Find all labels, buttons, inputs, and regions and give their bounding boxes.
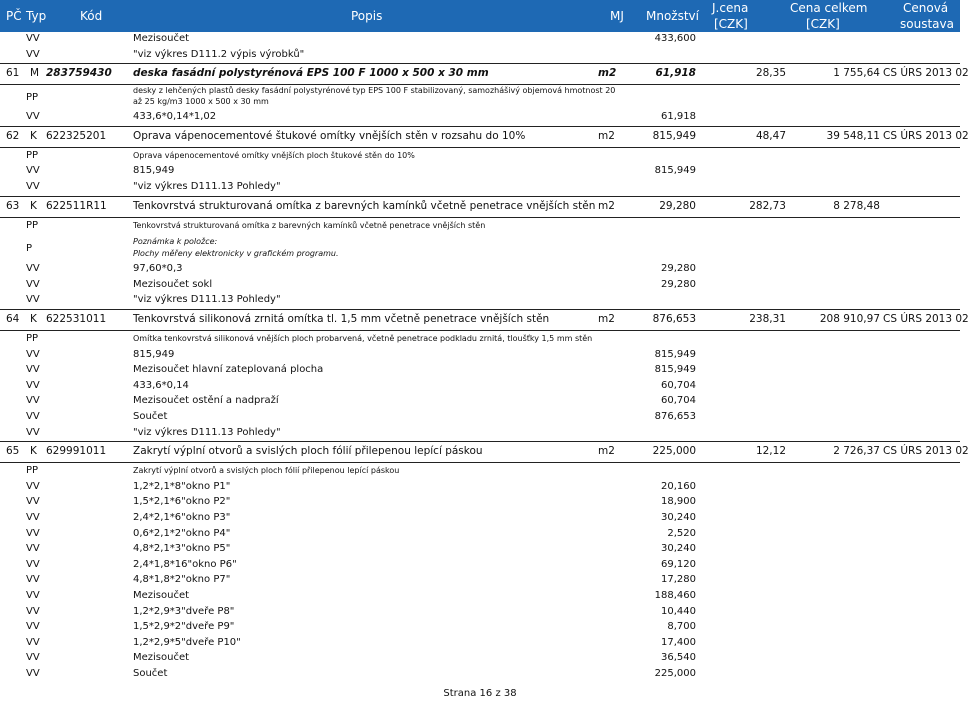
row-mnozstvi: 60,704: [661, 379, 696, 391]
col-kod: Kód: [80, 9, 103, 23]
row-popis: Mezisoučet sokl: [133, 278, 213, 290]
row-mnozstvi: 815,949: [654, 364, 696, 376]
item-typ: M: [30, 67, 40, 80]
row-mnozstvi: 36,540: [661, 652, 696, 664]
item-typ: K: [30, 313, 37, 325]
measure-row: [0, 651, 960, 667]
row-popis: Oprava vápenocementové omítky vnějších ploch štukové stěn do 10%: [133, 150, 415, 160]
item-popis: Oprava vápenocementové štukové omítky vnějších stěn v rozsahu do 10%: [133, 129, 526, 142]
description-row: [0, 86, 960, 110]
item-row: [0, 441, 969, 463]
row-mnozstvi: 69,120: [661, 558, 696, 570]
row-mnozstvi: 10,440: [661, 605, 696, 617]
description-row: [0, 332, 960, 348]
item-row: [0, 196, 960, 218]
item-pc: 65: [6, 445, 20, 458]
row-mnozstvi: 815,949: [654, 348, 696, 360]
description-row: [0, 219, 960, 235]
item-celkem: 39 548,11: [826, 129, 880, 142]
measure-row: [0, 511, 960, 527]
row-typ: VV: [26, 364, 40, 376]
col-mj: MJ: [610, 9, 624, 23]
row-popis: Zakrytí výplní otvorů a svislých ploch fólií přilepenou lepící páskou: [133, 466, 400, 476]
item-kod: 622531011: [46, 313, 107, 325]
col-jcena-unit: [CZK]: [714, 17, 748, 31]
row-typ: VV: [26, 668, 40, 679]
note-text: Plochy měřeny elektronicky v grafickém programu.: [133, 249, 339, 259]
row-typ: VV: [26, 512, 40, 523]
row-typ: PP: [26, 219, 39, 231]
measure-row: [0, 262, 960, 278]
measure-row: [0, 620, 960, 636]
item-celkem: 1 755,64: [833, 67, 880, 80]
item-pc: 63: [6, 199, 20, 212]
row-typ: VV: [26, 574, 40, 586]
row-typ: VV: [26, 636, 40, 648]
row-popis: 1,2*2,9*5"dveře P10": [133, 636, 241, 648]
item-popis: Tenkovrstvá silikonová zrnitá omítka tl. 1,5 mm včetně penetrace vnějších stěn: [133, 313, 550, 325]
measure-row: [0, 589, 960, 605]
item-mnozstvi: 225,000: [652, 445, 696, 458]
row-typ: VV: [26, 111, 40, 123]
measure-row: [0, 527, 960, 543]
row-typ: VV: [26, 33, 40, 44]
measure-row: [0, 348, 960, 364]
row-typ: VV: [26, 48, 40, 60]
measure-row: [0, 495, 960, 511]
row-mnozstvi: 17,280: [661, 574, 696, 586]
item-pc: 62: [6, 129, 20, 142]
item-row: [0, 126, 969, 148]
measure-row: [0, 293, 960, 309]
row-popis: 2,4*2,1*6"okno P3": [133, 512, 231, 523]
row-mnozstvi: 20,160: [661, 480, 696, 492]
row-typ: PP: [26, 149, 39, 161]
col-soustava: soustava: [900, 17, 954, 31]
row-typ: VV: [26, 652, 40, 664]
item-popis: Zakrytí výplní otvorů a svislých ploch fólií přilepenou lepící páskou: [133, 445, 483, 458]
row-popis: 815,949: [133, 165, 175, 177]
note-label: Poznámka k položce:: [133, 237, 218, 247]
row-popis: Součet: [133, 668, 168, 679]
measure-row: [0, 426, 960, 442]
row-mnozstvi: 8,700: [667, 621, 696, 633]
row-popis: 815,949: [133, 348, 175, 360]
item-soustava: CS ÚRS 2013 02: [883, 67, 969, 80]
row-popis: 433,6*0,14*1,02: [133, 111, 217, 123]
row-mnozstvi: 815,949: [654, 165, 696, 177]
item-typ: K: [30, 129, 37, 142]
measure-row: [0, 605, 960, 621]
measure-row: [0, 636, 960, 652]
row-popis: Součet: [133, 411, 168, 422]
row-popis-line2: až 25 kg/m3 1000 x 500 x 30 mm: [133, 97, 269, 107]
row-typ: PP: [26, 333, 39, 344]
row-typ: VV: [26, 348, 40, 360]
measure-row: [0, 110, 960, 126]
item-typ: K: [30, 445, 37, 458]
item-mnozstvi: 29,280: [659, 199, 696, 212]
row-mnozstvi: 876,653: [654, 411, 696, 422]
item-jcena: 282,73: [749, 199, 786, 212]
measure-row: [0, 480, 960, 496]
row-mnozstvi: 433,600: [654, 33, 696, 44]
col-popis: Popis: [351, 9, 383, 23]
item-jcena: 12,12: [755, 445, 786, 458]
measure-row: [0, 379, 960, 395]
row-mnozstvi: 29,280: [661, 263, 696, 275]
row-popis: Tenkovrstvá strukturovaná omítka z barevných kamínků včetně penetrace vnějších stěn: [133, 220, 486, 230]
row-popis: Mezisoučet hlavní zateplovaná plocha: [133, 364, 324, 376]
description-row: [0, 464, 960, 480]
measure-row: [0, 542, 960, 558]
item-row: [0, 63, 969, 85]
description-row: [0, 149, 960, 165]
measure-row: [0, 48, 960, 64]
row-typ: VV: [26, 263, 40, 275]
item-mj: m2: [598, 313, 615, 325]
col-jcena: J.cena: [712, 1, 749, 15]
row-popis-line1: desky z lehčených plastů desky fasádní polystyrénové typ EPS 100 F stabilizovaný, samozhášivý objemová hmotnost 20: [133, 86, 616, 96]
measure-row: [0, 394, 960, 410]
measure-row: [0, 410, 960, 426]
item-mj: m2: [598, 129, 615, 142]
row-typ: VV: [26, 605, 40, 617]
row-mnozstvi: 225,000: [654, 668, 696, 679]
item-kod: 622325201: [46, 129, 107, 142]
measure-row: [0, 32, 960, 48]
item-mj: m2: [598, 445, 615, 458]
item-soustava: CS ÚRS 2013 02: [883, 313, 969, 325]
row-popis: "viz výkres D111.13 Pohledy": [133, 181, 281, 192]
row-popis: 97,60*0,3: [133, 263, 183, 275]
row-popis: Mezisoučet: [133, 652, 190, 664]
table-header: [0, 0, 960, 32]
row-mnozstvi: 188,460: [654, 590, 696, 601]
page-number: Strana 16 z 38: [443, 688, 517, 699]
item-mnozstvi: 815,949: [652, 129, 696, 142]
col-celkem-unit: [CZK]: [806, 17, 840, 31]
row-typ: P: [26, 243, 33, 255]
row-mnozstvi: 2,520: [667, 527, 696, 539]
row-mnozstvi: 30,240: [661, 543, 696, 555]
row-popis: Mezisoučet ostění a nadpraží: [133, 395, 279, 407]
col-celkem: Cena celkem: [790, 1, 868, 15]
row-typ: VV: [26, 411, 40, 422]
row-popis: 2,4*1,8*16"okno P6": [133, 558, 237, 570]
row-popis: 4,8*2,1*3"okno P5": [133, 543, 231, 555]
row-typ: PP: [26, 465, 39, 477]
item-row: [0, 309, 969, 331]
row-typ: VV: [26, 379, 40, 391]
item-mj: m2: [598, 199, 615, 212]
row-typ: VV: [26, 558, 40, 570]
item-typ: K: [30, 199, 37, 212]
item-pc: 64: [6, 313, 20, 325]
row-popis: Omítka tenkovrstvá silikonová vnějších ploch probarvená, včetně penetrace podkladu zrnitá, tloušťky 1,5 mm stěn: [133, 334, 593, 343]
row-typ: VV: [26, 543, 40, 555]
row-typ: VV: [26, 165, 40, 177]
row-typ: PP: [26, 92, 39, 104]
row-popis: "viz výkres D111.13 Pohledy": [133, 426, 281, 438]
row-popis: 1,5*2,9*2"dveře P9": [133, 621, 235, 633]
note-row: [0, 234, 960, 262]
row-typ: VV: [26, 496, 40, 508]
item-mnozstvi: 876,653: [652, 313, 696, 325]
row-typ: VV: [26, 590, 40, 601]
measure-row: [0, 278, 960, 294]
row-typ: VV: [26, 294, 40, 306]
row-popis: Mezisoučet: [133, 33, 190, 44]
item-jcena: 48,47: [755, 129, 786, 142]
row-popis: 1,2*2,1*8"okno P1": [133, 480, 231, 492]
row-popis: 433,6*0,14: [133, 379, 189, 391]
item-celkem: 8 278,48: [833, 199, 880, 212]
row-mnozstvi: 18,900: [661, 496, 696, 508]
row-typ: VV: [26, 480, 40, 492]
measure-row: [0, 363, 960, 379]
row-mnozstvi: 61,918: [661, 111, 696, 123]
measure-row: [0, 558, 960, 574]
row-popis: 4,8*1,8*2"okno P7": [133, 574, 231, 586]
row-popis: 1,5*2,1*6"okno P2": [133, 496, 231, 508]
col-cenova: Cenová: [903, 1, 949, 15]
measure-row: [0, 164, 960, 180]
col-mnozstvi: Množství: [646, 9, 699, 23]
item-kod: 629991011: [46, 445, 107, 458]
item-popis: Tenkovrstvá strukturovaná omítka z barevných kamínků včetně penetrace vnějších stěn: [133, 199, 596, 212]
measure-row: [0, 573, 960, 589]
row-popis: "viz výkres D111.2 výpis výrobků": [133, 48, 305, 60]
row-typ: VV: [26, 278, 40, 290]
item-mnozstvi: 61,918: [655, 67, 696, 80]
row-typ: VV: [26, 181, 40, 192]
measure-row: [0, 667, 960, 683]
item-jcena: 238,31: [749, 313, 786, 325]
row-popis: 0,6*2,1*2"okno P4": [133, 527, 231, 539]
item-soustava: CS ÚRS 2013 02: [883, 129, 969, 142]
row-popis: 1,2*2,9*3"dveře P8": [133, 605, 235, 617]
item-mj: m2: [598, 67, 617, 80]
row-mnozstvi: 30,240: [661, 512, 696, 523]
row-mnozstvi: 29,280: [661, 278, 696, 290]
row-typ: VV: [26, 621, 40, 633]
item-kod: 283759430: [46, 67, 112, 80]
item-celkem: 2 726,37: [833, 445, 880, 458]
item-kod: 622511R11: [46, 199, 107, 212]
item-jcena: 28,35: [755, 67, 786, 80]
item-popis: deska fasádní polystyrénová EPS 100 F 1000 x 500 x 30 mm: [133, 67, 489, 80]
item-celkem: 208 910,97: [819, 313, 880, 325]
row-popis: "viz výkres D111.13 Pohledy": [133, 294, 281, 306]
item-soustava: CS ÚRS 2013 02: [883, 445, 969, 458]
row-typ: VV: [26, 395, 40, 407]
col-pc: PČ: [6, 9, 22, 23]
col-typ: Typ: [26, 9, 47, 23]
row-mnozstvi: 60,704: [661, 395, 696, 407]
row-popis: Mezisoučet: [133, 590, 190, 601]
row-typ: VV: [26, 426, 40, 438]
row-typ: VV: [26, 527, 40, 539]
row-mnozstvi: 17,400: [661, 636, 696, 648]
measure-row: [0, 180, 960, 196]
item-pc: 61: [6, 67, 20, 80]
